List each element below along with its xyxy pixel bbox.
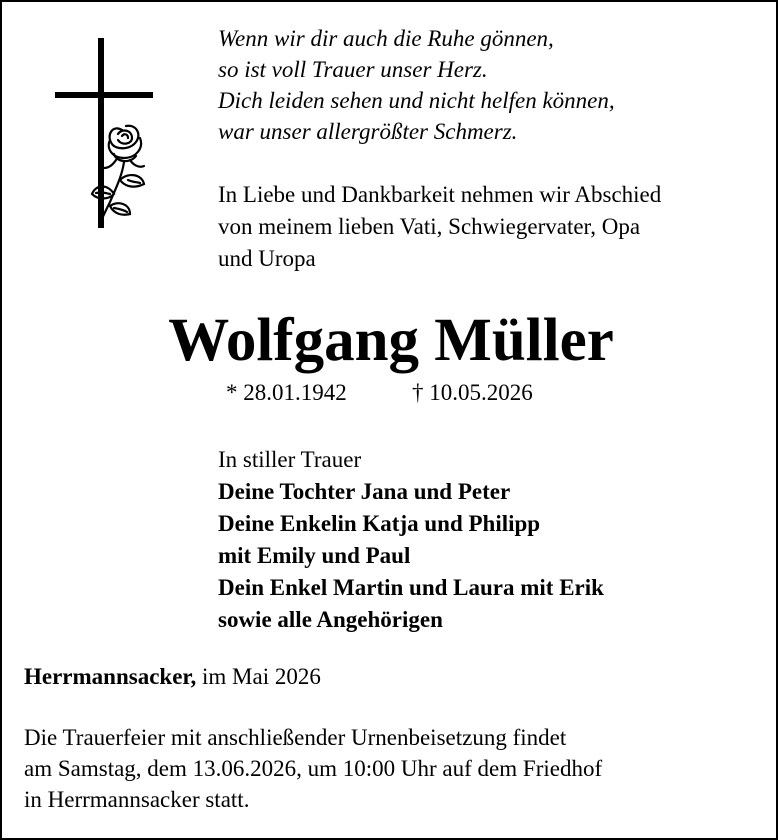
mourner-line: Deine Tochter Jana und Peter: [218, 479, 511, 504]
mourner-line: Dein Enkel Martin und Laura mit Erik: [218, 575, 604, 600]
death-date: † 10.05.2026: [412, 380, 533, 405]
intro-line: und Uropa: [218, 246, 316, 271]
ceremony-line: Die Trauerfeier mit anschließender Urnenbeisetzung findet: [24, 725, 567, 750]
memorial-poem: [218, 23, 615, 147]
poem-line: Wenn wir dir auch die Ruhe gönnen,: [218, 26, 554, 51]
deceased-name: Wolfgang Müller: [168, 307, 614, 374]
poem-line: Dich leiden sehen und nicht helfen können,: [218, 88, 615, 113]
mourners-heading: In stiller Trauer: [218, 447, 362, 472]
ceremony-line: in Herrmannsacker statt.: [24, 787, 250, 812]
place-month: im Mai 2026: [196, 664, 321, 689]
cross-with-rose-icon: [50, 38, 160, 232]
mourner-line: Deine Enkelin Katja und Philipp: [218, 511, 541, 536]
poem-line: so ist voll Trauer unser Herz.: [218, 57, 488, 82]
poem-line: war unser allergrößter Schmerz.: [218, 119, 518, 144]
ceremony-info: [24, 722, 602, 815]
place-and-date: [24, 662, 321, 692]
mourner-line: sowie alle Angehörigen: [218, 607, 443, 632]
intro-line: In Liebe und Dankbarkeit nehmen wir Abschied: [218, 182, 662, 207]
farewell-intro: [218, 179, 661, 275]
mourners-list: [218, 444, 604, 636]
place-town: Herrmannsacker,: [24, 664, 197, 689]
intro-line: von meinem lieben Vati, Schwiegervater, Opa: [218, 214, 641, 239]
birth-date: * 28.01.1942: [226, 380, 347, 405]
ceremony-line: am Samstag, dem 13.06.2026, um 10:00 Uhr auf dem Friedhof: [24, 756, 603, 781]
mourner-line: mit Emily und Paul: [218, 543, 411, 568]
